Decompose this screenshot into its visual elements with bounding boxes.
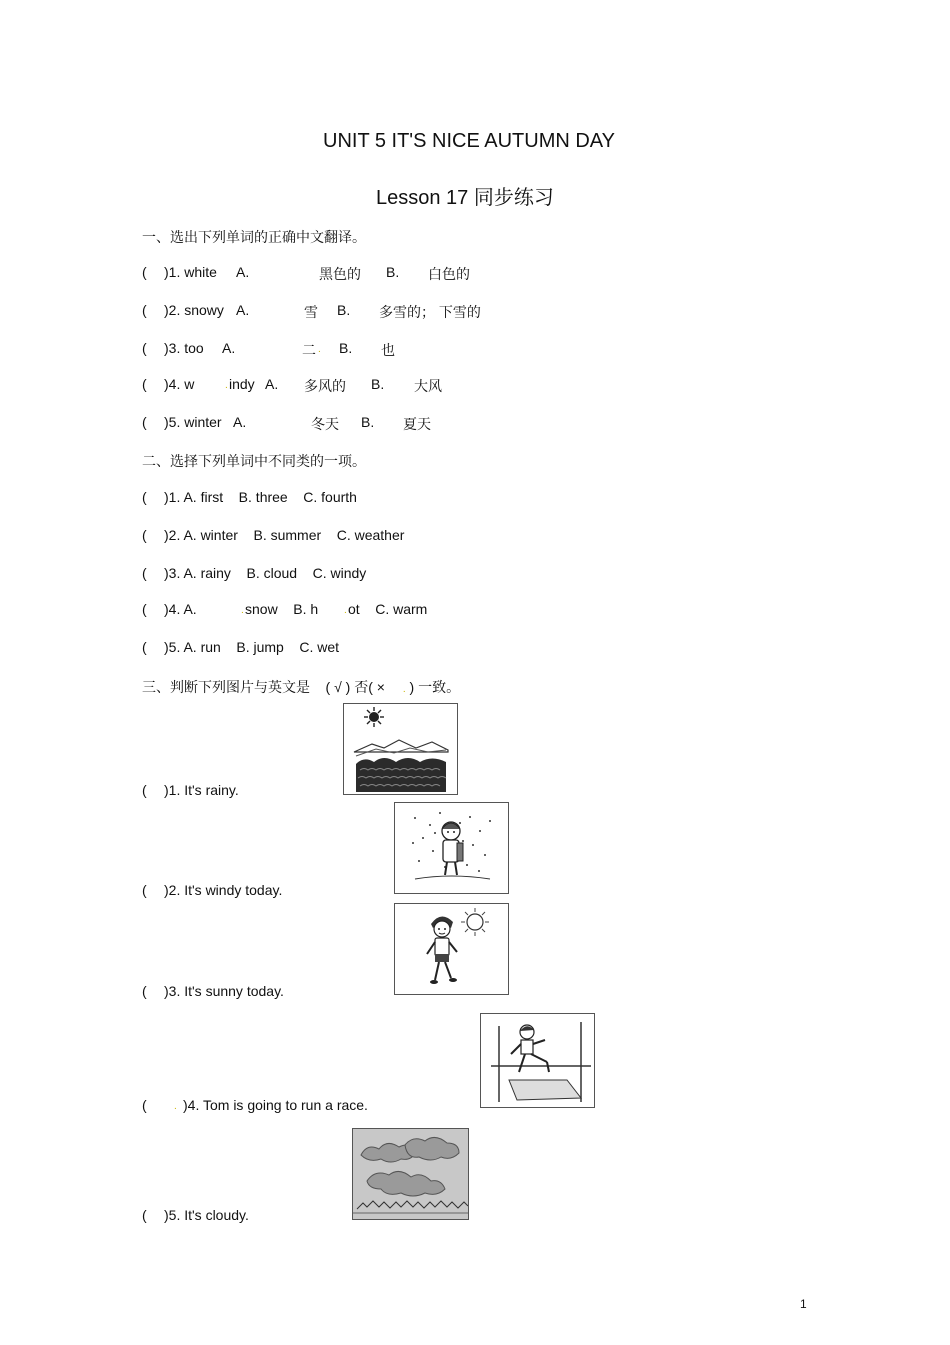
s1-opt-b-text: 夏天: [403, 416, 431, 432]
section3-heading-b: ) 一致。: [409, 679, 461, 695]
s1-opt-b-text: 也: [381, 342, 395, 358]
s1-word: )5. winter: [164, 414, 222, 430]
s1-paren: (: [142, 414, 147, 430]
s1-opt-a-text: 多风的: [304, 378, 346, 394]
cloud-icon: [353, 1129, 468, 1219]
picture-cloudy: [352, 1128, 469, 1220]
section3-heading-a: 三、判断下列图片与英文是 ( √ ) 否( ×: [142, 679, 385, 695]
s1-opt-a: A.: [222, 340, 236, 356]
s1-opt-a: A.: [236, 264, 250, 280]
s3-paren: (: [142, 983, 147, 999]
stray-dot: .: [344, 605, 347, 616]
s1-word: )1. white: [164, 264, 217, 280]
s3-text: )1. It's rainy.: [164, 782, 239, 798]
s1-opt-b: B.: [371, 376, 385, 392]
s1-opt-a-text: 二: [302, 342, 316, 358]
s2-text: )2. A. winter B. summer C. weather: [164, 527, 405, 543]
s2-text: )1. A. first B. three C. fourth: [164, 489, 357, 505]
stray-dot: .: [318, 344, 321, 355]
s1-word: )2. snowy: [164, 302, 224, 318]
s1-opt-a-text: 雪: [304, 304, 318, 320]
section1-heading: 一、选出下列单词的正确中文翻译。: [142, 229, 366, 245]
s1-opt-a: A.: [233, 414, 247, 430]
s1-word: )4. w: [164, 376, 195, 392]
s1-opt-a: A.: [265, 376, 279, 392]
s3-text: )5. It's cloudy.: [164, 1207, 249, 1223]
s2-paren: (: [142, 639, 147, 655]
stray-dot: .: [225, 380, 228, 391]
s1-paren: (: [142, 302, 147, 318]
picture-snowy-child: [394, 802, 509, 894]
section2-heading: 二、选择下列单词中不同类的一项。: [142, 453, 366, 469]
s1-opt-b: B.: [386, 264, 400, 280]
page-number: 1: [800, 1297, 807, 1311]
race-icon: [481, 1014, 594, 1107]
s3-text: )4. Tom is going to run a race.: [183, 1097, 368, 1113]
stray-dot: .: [174, 1101, 177, 1112]
s3-paren: (: [142, 882, 147, 898]
section3-heading: [142, 677, 460, 697]
s2-paren: (: [142, 565, 147, 581]
s2-paren: (: [142, 601, 147, 617]
picture-sunny-boy: [394, 903, 509, 995]
s1-opt-a: A.: [236, 302, 250, 318]
s1-paren: (: [142, 340, 147, 356]
stray-dot: .: [241, 605, 244, 616]
page-title: UNIT 5 IT'S NICE AUTUMN DAY: [323, 130, 616, 152]
s1-word-part2: indy: [229, 376, 255, 392]
s2-text-b: snow B. h: [245, 601, 319, 617]
s2-paren: (: [142, 489, 147, 505]
s3-paren: (: [142, 1097, 147, 1113]
s2-text-a: )4. A.: [164, 601, 197, 617]
picture-race: [480, 1013, 595, 1108]
s1-opt-a-text: 黑色的: [319, 266, 361, 282]
s2-text: )3. A. rainy B. cloud C. windy: [164, 565, 367, 581]
s1-paren: (: [142, 376, 147, 392]
s1-opt-b: B.: [337, 302, 351, 318]
s3-text: )3. It's sunny today.: [164, 983, 284, 999]
s2-paren: (: [142, 527, 147, 543]
s3-text: )2. It's windy today.: [164, 882, 283, 898]
s2-text-c: ot C. warm: [348, 601, 428, 617]
page-subtitle: Lesson 17 同步练习: [376, 187, 554, 209]
s1-opt-a-text: 冬天: [311, 416, 339, 432]
s1-word: )3. too: [164, 340, 204, 356]
picture-sunny-mountains: [343, 703, 458, 795]
snow-child-icon: [395, 803, 508, 893]
mountain-sun-icon: [344, 704, 457, 794]
s1-opt-b: B.: [339, 340, 353, 356]
s1-opt-b-text: 白色的: [428, 266, 470, 282]
s1-opt-b-text: 大风: [414, 378, 442, 394]
s3-paren: (: [142, 1207, 147, 1223]
s2-text: )5. A. run B. jump C. wet: [164, 639, 340, 655]
stray-dot: .: [402, 684, 406, 695]
s1-opt-b: B.: [361, 414, 375, 430]
s1-paren: (: [142, 264, 147, 280]
sun-boy-icon: [395, 904, 508, 994]
s1-opt-b-text: 多雪的； 下雪的: [379, 304, 481, 320]
s3-paren: (: [142, 782, 147, 798]
